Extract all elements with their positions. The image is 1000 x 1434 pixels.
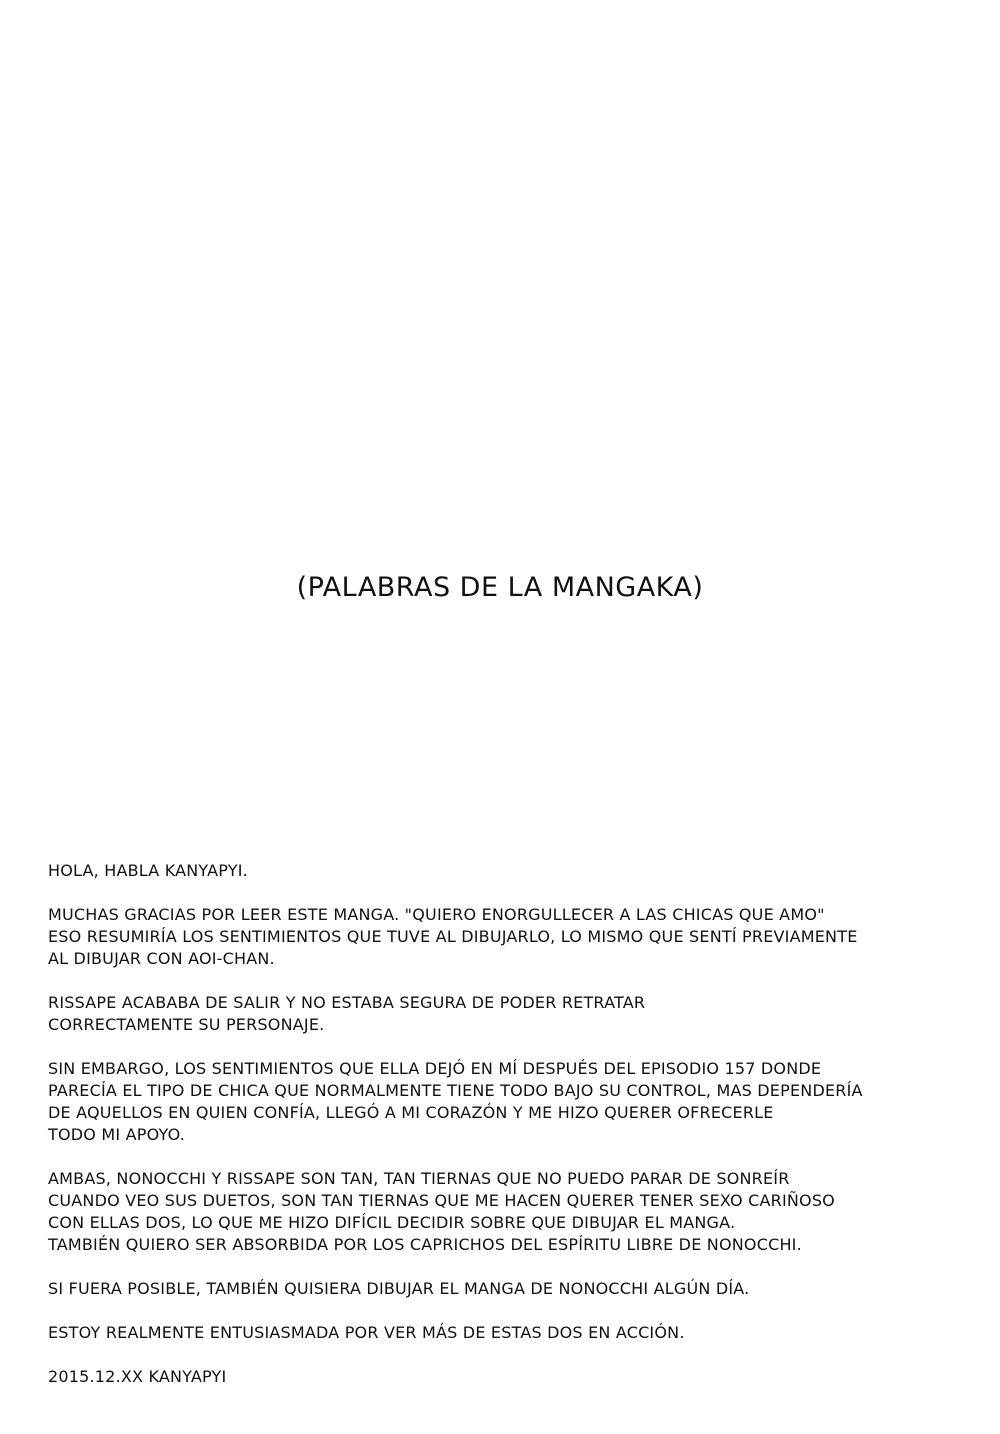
text-line: CORRECTAMENTE SU PERSONAJE. [48,1015,325,1034]
text-line: HOLA, HABLA KANYAPYI. [48,861,248,880]
paragraph-thanks [48,904,928,970]
paragraph-both [48,1168,928,1256]
text-line: MUCHAS GRACIAS POR LEER ESTE MANGA. "QUIERO ENORGULLECER A LAS CHICAS QUE AMO" [48,905,825,924]
paragraph-feelings [48,1058,928,1146]
paragraph-rissape [48,992,928,1036]
text-line: PARECÍA EL TIPO DE CHICA QUE NORMALMENTE TIENE TODO BAJO SU CONTROL, MAS DEPENDERÍA [48,1081,863,1100]
page-title: (PALABRAS DE LA MANGAKA) [296,572,704,603]
text-line: ESTOY REALMENTE ENTUSIASMADA POR VER MÁS DE ESTAS DOS EN ACCIÓN. [48,1323,685,1342]
afterword-text [48,860,928,1388]
text-line: TAMBIÉN QUIERO SER ABSORBIDA POR LOS CAPRICHOS DEL ESPÍRITU LIBRE DE NONOCCHI. [48,1235,802,1254]
paragraph-wish [48,1278,928,1300]
text-line: SIN EMBARGO, LOS SENTIMIENTOS QUE ELLA DEJÓ EN MÍ DESPUÉS DEL EPISODIO 157 DONDE [48,1059,822,1078]
text-line: RISSAPE ACABABA DE SALIR Y NO ESTABA SEGURA DE PODER RETRATAR [48,993,646,1012]
paragraph-excited [48,1322,928,1344]
text-line: SI FUERA POSIBLE, TAMBIÉN QUISIERA DIBUJAR EL MANGA DE NONOCCHI ALGÚN DÍA. [48,1279,750,1298]
text-line: CON ELLAS DOS, LO QUE ME HIZO DIFÍCIL DECIDIR SOBRE QUE DIBUJAR EL MANGA. [48,1213,736,1232]
text-line: DE AQUELLOS EN QUIEN CONFÍA, LLEGÓ A MI CORAZÓN Y ME HIZO QUERER OFRECERLE [48,1103,774,1122]
text-line: TODO MI APOYO. [48,1125,186,1144]
paragraph-greeting [48,860,928,882]
text-line: CUANDO VEO SUS DUETOS, SON TAN TIERNAS QUE ME HACEN QUERER TENER SEXO CARIÑOSO [48,1191,835,1210]
signature: 2015.12.XX KANYAPYI [48,1367,227,1386]
text-line: AMBAS, NONOCCHI Y RISSAPE SON TAN, TAN TIERNAS QUE NO PUEDO PARAR DE SONREÍR [48,1169,790,1188]
text-line: ESO RESUMIRÍA LOS SENTIMIENTOS QUE TUVE AL DIBUJARLO, LO MISMO QUE SENTÍ PREVIAMENTE [48,927,858,946]
text-line: AL DIBUJAR CON AOI-CHAN. [48,949,275,968]
